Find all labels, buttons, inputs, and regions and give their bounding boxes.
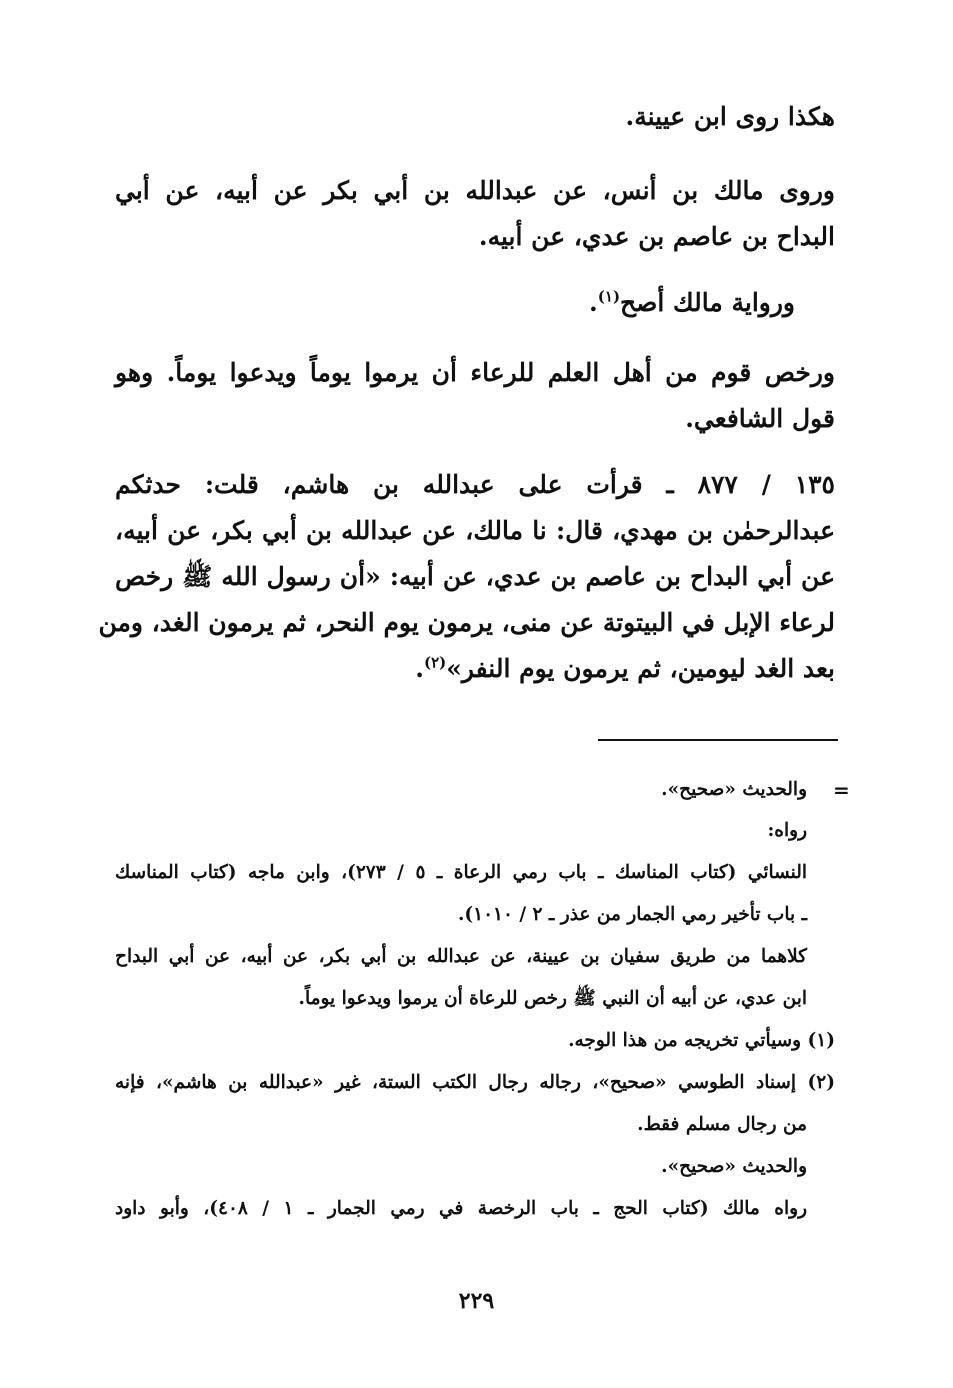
main-text-line: قول الشافعي. xyxy=(685,404,835,433)
main-text-line: هكذا روى ابن عيينة. xyxy=(625,102,835,131)
footnote-2: (٢) إسناد الطوسي «صحيح»، رجاله رجال الكتب الستة، غير «عبدالله بن هاشم»، فإنه xyxy=(115,1072,835,1093)
footnote-line: رواه مالك (كتاب الحج ـ باب الرخصة في رمي الجمار ـ ١ / ٤٠٨)، وأبو داود xyxy=(115,1198,807,1219)
footnote-line: والحديث «صحيح». xyxy=(661,1156,807,1177)
footnote-line: كلاهما من طريق سفيان بن عيينة، عن عبدالله بن أبي بكر، عن أبيه، عن أبي البداح xyxy=(115,946,807,967)
footnote-line: النسائي (كتاب المناسك ـ باب رمي الرعاة ـ ٥ / ٢٧٣)، وابن ماجه (كتاب المناسك xyxy=(115,862,807,883)
footnote-line: ـ باب تأخير رمي الجمار من عذر ـ ٢ / ١٠١٠). xyxy=(457,904,807,925)
main-text-line: ورخص قوم من أهل العلم للرعاء أن يرموا يوماً ويدعوا يوماً. وهو xyxy=(115,358,835,387)
main-text-line: وروى مالك بن أنس، عن عبدالله بن أبي بكر عن أبيه، عن أبي xyxy=(115,176,835,205)
main-text-fragment: بعد الغد ليومين، ثم يرمون يوم النفر» xyxy=(446,654,835,683)
main-text-line: عن أبي البداح بن عاصم بن عدي، عن أبيه: «أن رسول الله ﷺ رخص xyxy=(115,562,835,591)
main-text-line: عبدالرحمٰن بن مهدي، قال: نا مالك، عن عبدالله بن أبي بكر، عن أبيه، xyxy=(115,516,835,545)
footnote-reference: (١) xyxy=(597,287,621,306)
hadith-heading-line: ١٣٥ / ٨٧٧ ـ قرأت على عبدالله بن هاشم، قلت: حدثكم xyxy=(115,470,835,499)
footnote-continuation-marker: = xyxy=(833,778,850,802)
main-text-fragment: . xyxy=(415,654,424,683)
footnote-reference: (٢) xyxy=(423,653,447,672)
page-number: ٢٢٩ xyxy=(458,1288,495,1314)
footnote-line: من رجال مسلم فقط. xyxy=(637,1114,807,1135)
footnote-1: (١) وسيأتي تخريجه من هذا الوجه. xyxy=(568,1030,835,1051)
footnote-line: ابن عدي، عن أبيه أن النبي ﷺ رخص للرعاة أن يرموا ويدعوا يوماً. xyxy=(298,988,807,1009)
main-text-line xyxy=(115,646,835,692)
main-text-fragment: . xyxy=(589,288,598,317)
main-text-line xyxy=(75,280,795,326)
footnote-line: رواه: xyxy=(767,820,807,841)
main-text-line: البداح بن عاصم بن عدي، عن أبيه. xyxy=(478,222,835,251)
main-text-line: لرعاء الإبل في البيتوتة عن منى، يرمون يوم النحر، ثم يرمون الغد، ومن xyxy=(98,608,835,637)
main-text-fragment: ورواية مالك أصح xyxy=(620,288,795,317)
footnote-separator xyxy=(598,739,838,741)
footnote-line: والحديث «صحيح». xyxy=(661,779,807,800)
